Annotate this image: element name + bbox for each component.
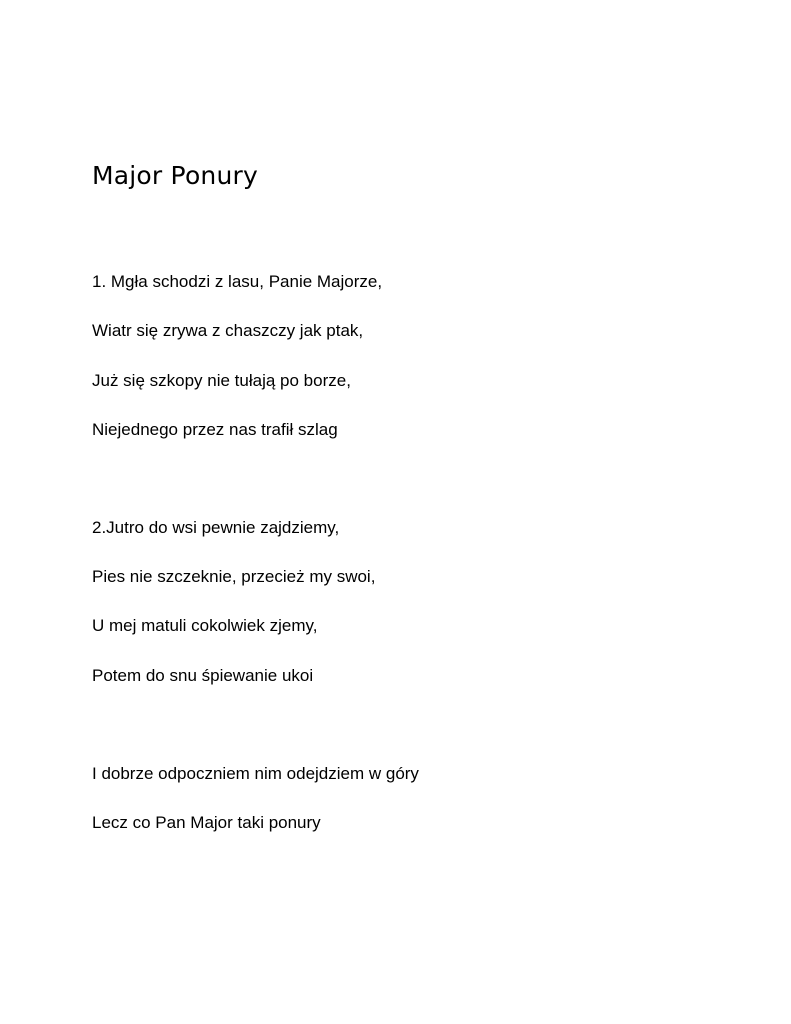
stanza-2-line-3: U mej matuli cokolwiek zjemy,	[92, 616, 318, 635]
stanza-3-line-1: I dobrze odpoczniem nim odejdziem w góry	[92, 764, 419, 783]
song-title: Major Ponury	[92, 161, 258, 190]
stanza-2-line-1: 2.Jutro do wsi pewnie zajdziemy,	[92, 518, 340, 537]
stanza-1-line-4: Niejednego przez nas trafił szlag	[92, 420, 338, 439]
stanza-1-line-3: Już się szkopy nie tułają po borze,	[92, 371, 351, 390]
stanza-1-line-2: Wiatr się zrywa z chaszczy jak ptak,	[92, 321, 364, 340]
stanza-2-line-4: Potem do snu śpiewanie ukoi	[92, 666, 314, 685]
stanza-2-line-2: Pies nie szczeknie, przecież my swoi,	[92, 567, 376, 586]
stanza-1-line-1: 1. Mgła schodzi z lasu, Panie Majorze,	[92, 272, 383, 291]
stanza-3-line-2: Lecz co Pan Major taki ponury	[92, 813, 321, 832]
